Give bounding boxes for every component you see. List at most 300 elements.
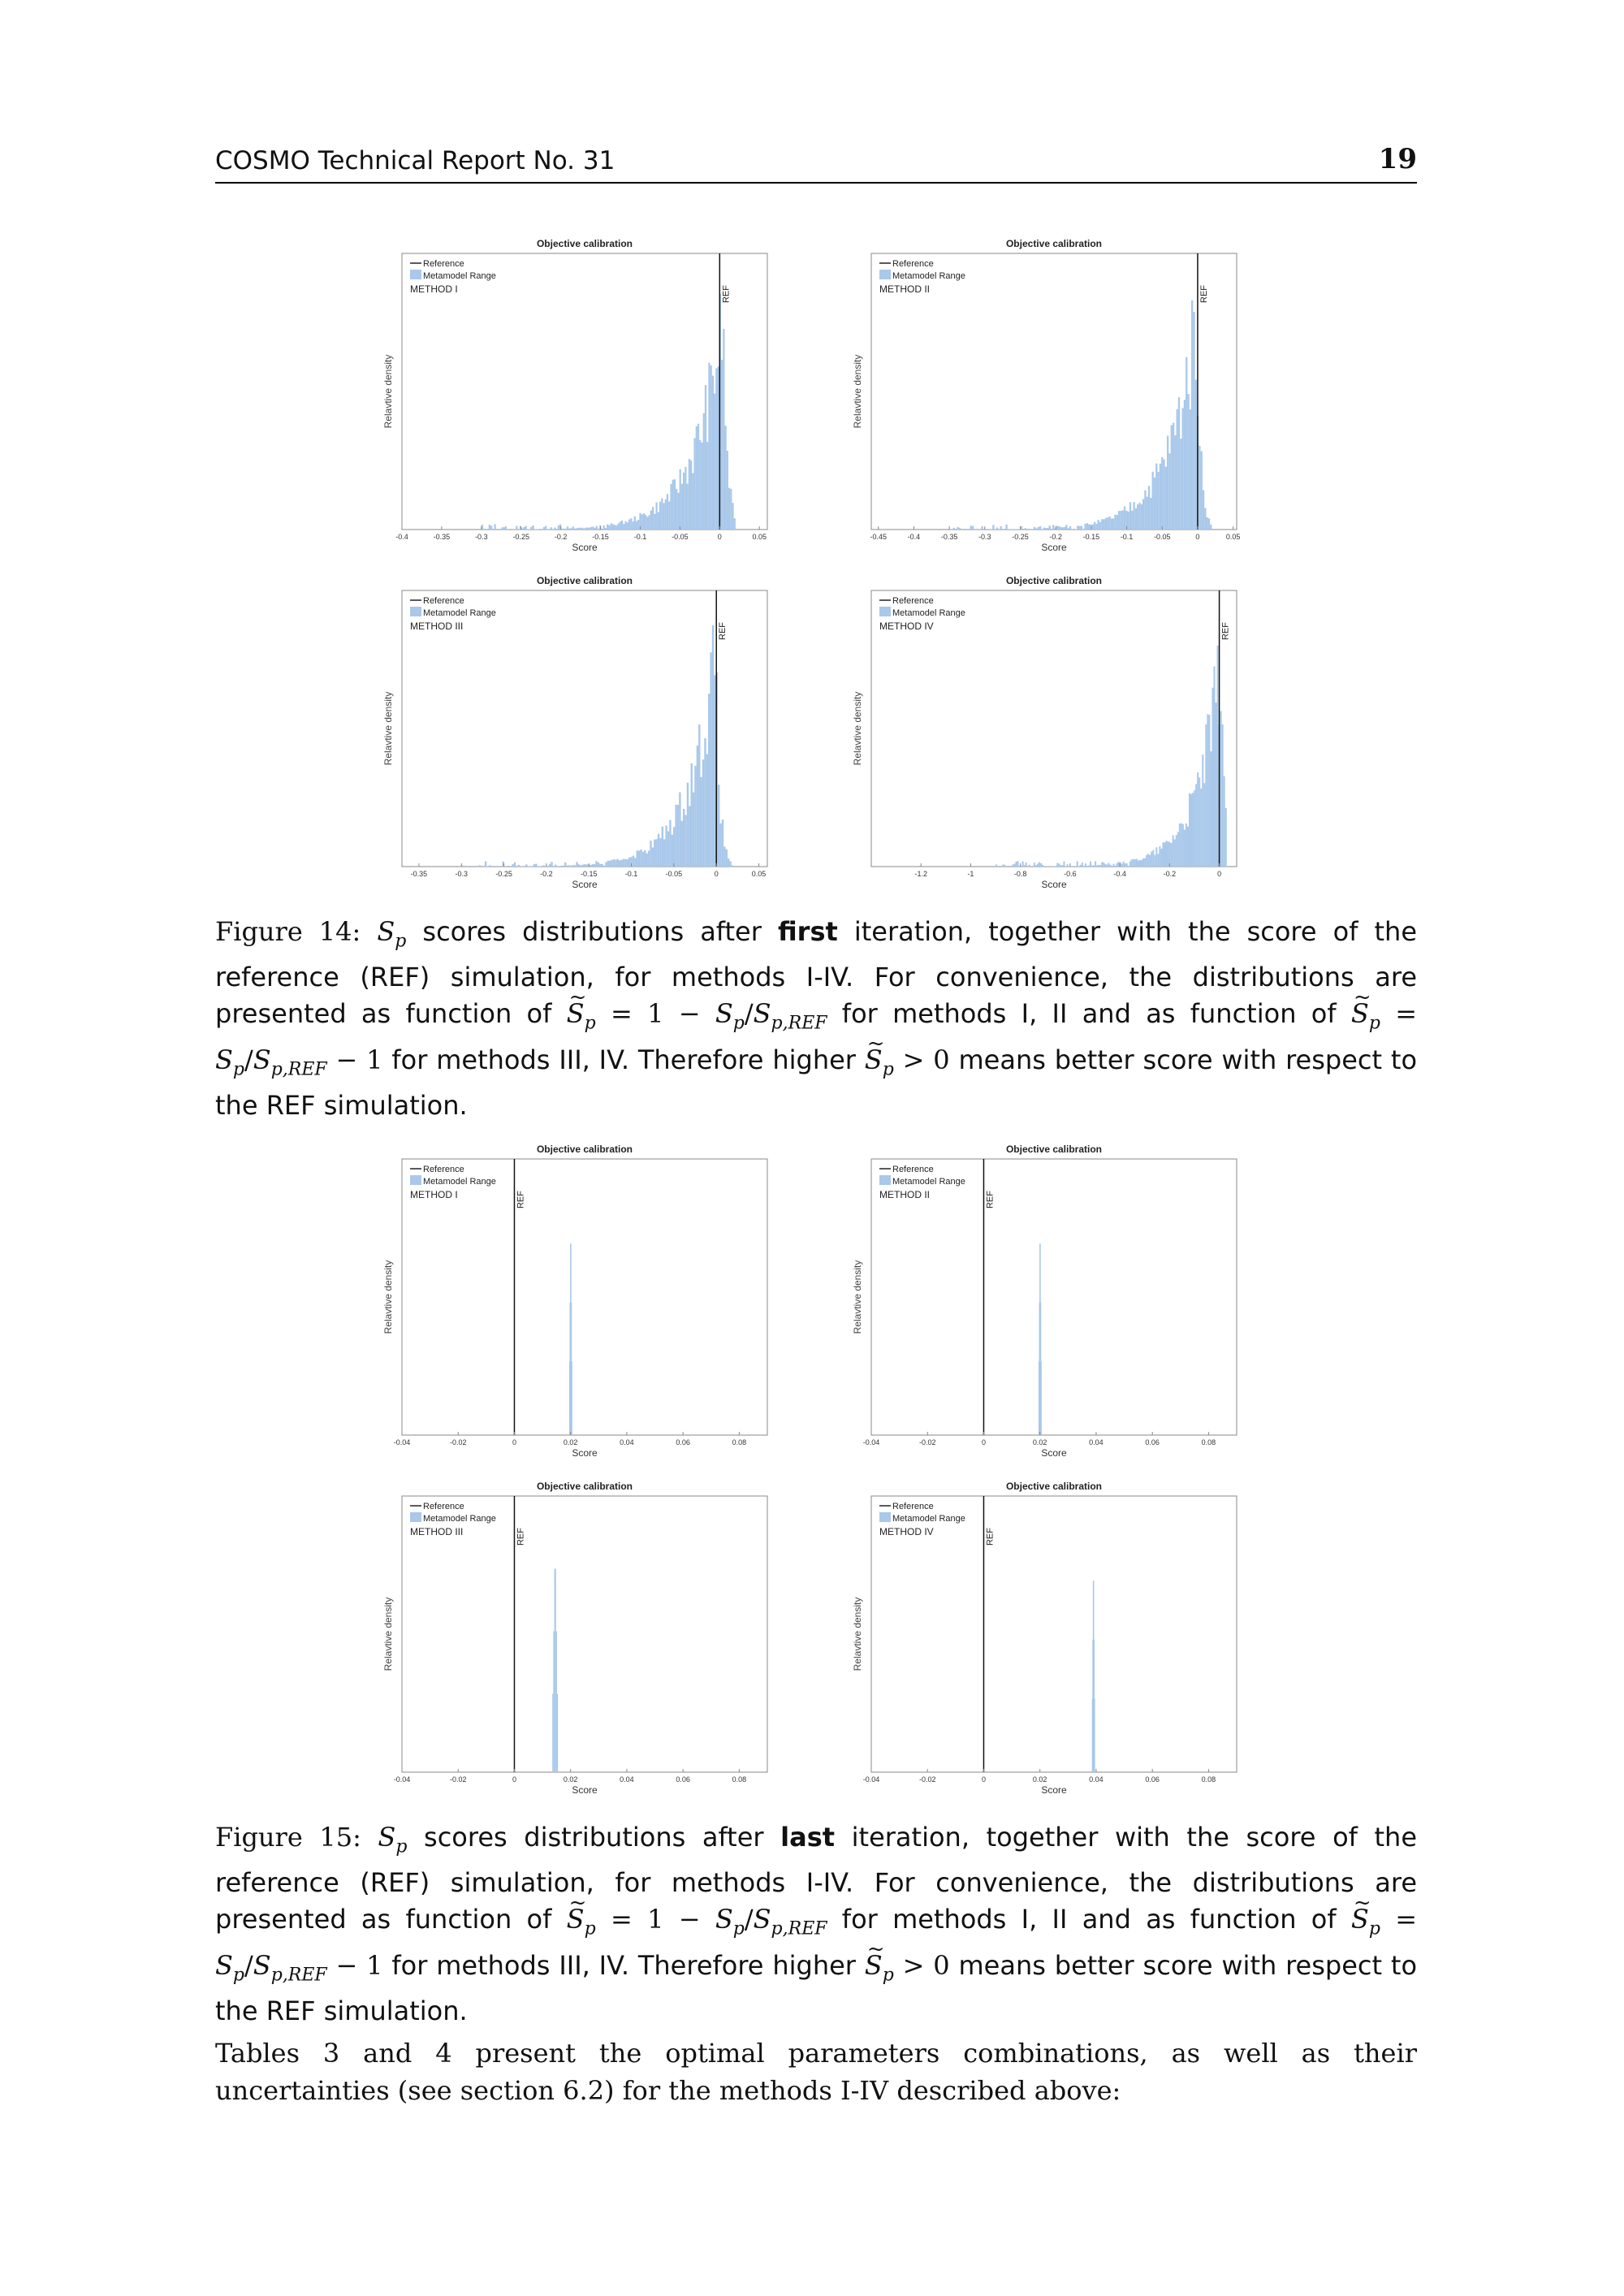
histogram-bar xyxy=(594,528,595,530)
histogram-bar xyxy=(1152,850,1154,867)
histogram-bar xyxy=(996,864,997,867)
histogram-bar xyxy=(1090,862,1091,867)
histogram-bar xyxy=(563,529,564,530)
caption-text: scores distributions after xyxy=(407,1822,781,1853)
histogram-bar xyxy=(1039,526,1041,530)
plot-frame xyxy=(402,1496,767,1772)
x-tick-label: -0.3 xyxy=(455,870,469,878)
histogram-bar xyxy=(1162,842,1164,867)
histogram-bar xyxy=(1181,824,1182,867)
histogram-bar xyxy=(729,861,731,867)
x-tick-label: 0.06 xyxy=(676,1438,690,1446)
histogram-bar xyxy=(1128,866,1129,867)
caption-text: means better score with respect to the REF simulation. xyxy=(215,1949,1418,2027)
histogram-bar xyxy=(665,825,667,867)
plot-frame xyxy=(402,1159,767,1435)
legend-range-label: Metamodel Range xyxy=(892,271,965,281)
histogram-bar xyxy=(1005,525,1007,530)
histogram-bar xyxy=(486,866,488,867)
histogram-bar xyxy=(1072,866,1073,867)
ref-label: REF xyxy=(985,1191,996,1209)
histogram-bar xyxy=(560,866,562,867)
histogram-bar xyxy=(1135,508,1137,530)
histogram-bar xyxy=(574,529,576,530)
histogram-bar xyxy=(1106,865,1108,867)
x-tick-label: -0.45 xyxy=(870,533,887,541)
histogram-bar xyxy=(1171,843,1173,867)
histogram-bar xyxy=(641,514,643,530)
x-tick-label: -0.3 xyxy=(475,533,488,541)
histogram-bar xyxy=(1045,528,1047,530)
histogram-bar xyxy=(618,523,620,530)
histogram-bar xyxy=(613,859,615,867)
histogram-bar xyxy=(1217,646,1219,867)
histogram-bar xyxy=(1186,824,1187,867)
histogram-bar xyxy=(1022,529,1024,530)
histogram-bar xyxy=(681,821,683,867)
x-tick-label: 0.05 xyxy=(752,533,767,541)
histogram-bar xyxy=(1155,847,1157,867)
caption-text: iteration, together with the score of the reference (REF) simulation, for methods I-IV. For convenience, the distributions are presented as function of xyxy=(215,916,1418,1030)
histogram-bar xyxy=(1107,517,1108,530)
histogram-bar xyxy=(658,512,659,530)
histogram-bar xyxy=(1210,525,1212,530)
x-tick-label: -0.25 xyxy=(495,870,512,878)
histogram-bar xyxy=(574,865,576,867)
histogram-bar xyxy=(644,850,646,867)
histogram-bar xyxy=(633,856,634,867)
math-symbol: S xyxy=(715,998,733,1030)
histogram-bar xyxy=(570,866,572,867)
histogram-bar xyxy=(532,525,533,530)
legend-reference-label: Reference xyxy=(423,259,464,269)
histogram-bar xyxy=(627,859,628,867)
histogram-bar xyxy=(691,763,693,867)
x-tick-label: 0.08 xyxy=(1201,1438,1216,1446)
histogram-bar xyxy=(563,866,564,867)
legend-range-swatch xyxy=(410,1175,421,1185)
histogram-bar xyxy=(696,426,698,530)
x-tick-label: -0.15 xyxy=(1082,533,1100,541)
histogram-bar xyxy=(552,529,554,530)
math-symbol: S xyxy=(378,1822,396,1853)
histogram-bar xyxy=(710,365,712,530)
histogram-bar xyxy=(525,525,526,530)
histogram-bar xyxy=(535,864,537,867)
math-operator: / xyxy=(244,1044,253,1075)
histogram-bar xyxy=(605,528,607,530)
x-tick-label: 0 xyxy=(512,1438,516,1446)
histogram-bar xyxy=(1069,526,1071,530)
histogram-bar xyxy=(1082,863,1083,867)
ref-label: REF xyxy=(985,1528,996,1546)
histogram-bar xyxy=(576,528,577,530)
x-tick-label: -0.6 xyxy=(1064,870,1077,878)
histogram-bar xyxy=(609,861,611,867)
histogram-bar xyxy=(1195,784,1197,867)
histogram-bar xyxy=(587,527,589,530)
histogram-bar xyxy=(553,1632,554,1772)
histogram-bar xyxy=(598,529,599,530)
y-axis-label: Relavtive density xyxy=(382,1260,394,1334)
math-operator: − 1 xyxy=(326,1044,383,1075)
caption-text: for methods I, II and as function of xyxy=(827,998,1351,1030)
histogram-bar xyxy=(615,525,617,530)
histogram-bar xyxy=(652,507,654,530)
histogram-bar xyxy=(1195,379,1197,530)
histogram-bar xyxy=(1123,862,1125,867)
histogram-bar xyxy=(557,1694,558,1772)
x-axis-label: Score xyxy=(572,542,598,553)
histogram-bar xyxy=(683,809,685,867)
body-paragraph: Tables 3 and 4 present the optimal parameters combinations, as well as their uncertainties (see section 6.2) for the methods I-IV described above: xyxy=(215,2038,1417,2106)
x-tick-label: -0.2 xyxy=(540,870,553,878)
math-operator: − 1 xyxy=(326,1949,383,1981)
histogram-bar xyxy=(494,524,495,530)
histogram-bar xyxy=(1084,524,1086,530)
histogram-bar xyxy=(1191,301,1193,530)
histogram-bar xyxy=(621,521,623,530)
histogram-bar xyxy=(1075,529,1077,530)
histogram-bar xyxy=(1166,841,1168,867)
x-tick-label: -0.4 xyxy=(395,533,408,541)
histogram-bar xyxy=(1186,357,1187,530)
math-subscript: p xyxy=(395,931,407,952)
plot-frame xyxy=(871,1159,1237,1435)
histogram-bar xyxy=(549,529,551,530)
x-tick-label: -1 xyxy=(967,870,974,878)
histogram-bar xyxy=(583,529,585,530)
histogram-bar xyxy=(1169,842,1171,867)
math-operator: / xyxy=(744,1904,754,1935)
histogram-bar xyxy=(1109,865,1111,867)
chart-title: Objective calibration xyxy=(536,575,633,586)
histogram-bar xyxy=(1058,526,1060,530)
x-tick-label: 0 xyxy=(981,1775,986,1784)
histogram-bar xyxy=(1164,842,1165,867)
chart-f14a xyxy=(382,236,771,560)
histogram-bar xyxy=(572,865,574,867)
page-header xyxy=(215,143,1417,184)
chart-title: Objective calibration xyxy=(1005,1481,1103,1492)
histogram-bar xyxy=(543,527,545,530)
x-tick-label: -0.02 xyxy=(449,1438,467,1446)
histogram-bar xyxy=(551,862,552,867)
x-tick-label: 0.04 xyxy=(620,1775,634,1784)
histogram-bar xyxy=(1165,467,1167,530)
histogram-bar xyxy=(1160,464,1161,530)
histogram-bar xyxy=(638,850,640,867)
x-tick-label: -0.25 xyxy=(1012,533,1029,541)
histogram-bar xyxy=(1026,529,1028,530)
histogram-bar xyxy=(1116,515,1118,530)
histogram-bar xyxy=(581,528,583,530)
histogram-bar xyxy=(489,525,490,530)
histogram-bar xyxy=(543,865,545,867)
histogram-bar xyxy=(605,862,607,867)
histogram-bar xyxy=(1157,472,1159,530)
histogram-bar xyxy=(1210,751,1212,867)
histogram-bar xyxy=(1173,835,1174,867)
histogram-bar xyxy=(1167,436,1168,530)
histogram-bar xyxy=(663,839,665,867)
math-subscript: p xyxy=(395,1836,408,1857)
histogram-bar xyxy=(734,518,736,530)
histogram-bar xyxy=(1118,511,1120,530)
histogram-bar xyxy=(727,451,728,530)
histogram-bar xyxy=(564,863,566,867)
histogram-bar xyxy=(582,865,584,867)
histogram-bar xyxy=(1063,862,1065,867)
ref-label: REF xyxy=(721,285,732,303)
histogram-bar xyxy=(728,488,730,530)
histogram-bar xyxy=(1060,527,1061,530)
legend-range-label: Metamodel Range xyxy=(423,1514,496,1524)
histogram-bar xyxy=(1101,519,1103,530)
histogram-bar xyxy=(595,861,597,867)
histogram-bar xyxy=(701,443,702,530)
math-subscript: p xyxy=(1368,1013,1380,1034)
histogram-bar xyxy=(668,501,670,530)
histogram-bar xyxy=(561,529,563,530)
histogram-bar xyxy=(675,805,676,867)
histogram-bar xyxy=(1129,861,1131,867)
histogram-bar xyxy=(732,503,733,530)
histogram-bar xyxy=(1062,527,1064,530)
histogram-bar xyxy=(1098,520,1099,530)
histogram-bar xyxy=(599,864,601,867)
histogram-bar xyxy=(636,521,637,530)
histogram-bar xyxy=(1002,865,1004,867)
histogram-bar xyxy=(1120,511,1121,530)
histogram-bar xyxy=(676,489,677,530)
histogram-bar xyxy=(1098,865,1099,867)
histogram-bar xyxy=(1194,790,1195,867)
histogram-bar xyxy=(553,866,555,867)
histogram-bar xyxy=(523,527,525,530)
histogram-bar xyxy=(1051,529,1052,530)
histogram-bar xyxy=(1203,490,1204,530)
histogram-bar xyxy=(485,862,486,867)
histogram-bar xyxy=(516,526,517,530)
legend-range-label: Metamodel Range xyxy=(423,1177,496,1187)
histogram-bar xyxy=(590,865,591,867)
histogram-bar xyxy=(1131,511,1133,530)
legend-range-swatch xyxy=(879,270,891,279)
histogram-bar xyxy=(1028,529,1030,530)
legend-range-swatch xyxy=(410,607,421,616)
x-tick-label: 0.02 xyxy=(563,1775,578,1784)
histogram-bar xyxy=(1024,865,1026,867)
x-tick-label: 0.06 xyxy=(1145,1438,1160,1446)
legend-reference-label: Reference xyxy=(892,1502,934,1511)
histogram-bar xyxy=(545,526,546,530)
histogram-bar xyxy=(1080,865,1082,867)
histogram-bar xyxy=(712,375,714,530)
histogram-bar xyxy=(552,1694,553,1772)
histogram-bar xyxy=(603,866,605,867)
math-subscript: p xyxy=(732,1013,745,1034)
histogram-bar xyxy=(1096,865,1098,867)
x-tick-label: 0.02 xyxy=(563,1438,578,1446)
histogram-bar xyxy=(1160,849,1162,867)
histogram-bar xyxy=(1099,865,1101,867)
histogram-bar xyxy=(1142,858,1144,867)
histogram-bar xyxy=(685,815,686,867)
histogram-bar xyxy=(649,515,650,530)
math-symbol: S xyxy=(377,916,395,947)
math-symbol: S xyxy=(215,1044,233,1075)
histogram-bar xyxy=(718,785,719,867)
histogram-bar xyxy=(1180,439,1181,530)
histogram-bar xyxy=(624,521,626,530)
ref-label: REF xyxy=(516,1528,526,1546)
x-tick-label: -0.35 xyxy=(410,870,428,878)
chart-title: Objective calibration xyxy=(536,1481,633,1492)
histogram-bar xyxy=(700,777,702,867)
histogram-bar xyxy=(723,329,724,530)
x-tick-label: -0.2 xyxy=(554,533,568,541)
math-subscript: p xyxy=(584,1918,596,1939)
histogram-bar xyxy=(661,499,663,530)
math-symbol: S xyxy=(215,1949,233,1981)
legend-range-swatch xyxy=(410,270,421,279)
histogram-bar xyxy=(724,426,726,530)
histogram-bar xyxy=(1010,866,1012,867)
histogram-bar xyxy=(594,864,595,867)
legend-method-label: METHOD II xyxy=(879,283,930,295)
plot-frame xyxy=(871,1496,1237,1772)
histogram-bar xyxy=(693,793,694,867)
caption-label: Figure 14: xyxy=(215,916,361,947)
histogram-bar xyxy=(542,529,543,530)
caption-bold: first xyxy=(777,916,838,947)
histogram-bar xyxy=(708,694,710,867)
histogram-bar xyxy=(703,413,705,530)
x-tick-label: -0.05 xyxy=(672,533,689,541)
histogram-bar xyxy=(1202,755,1203,867)
histogram-bar xyxy=(693,438,695,530)
histogram-bar xyxy=(1114,866,1116,867)
legend-range-label: Metamodel Range xyxy=(892,1514,965,1524)
x-tick-label: 0 xyxy=(1195,533,1200,541)
histogram-bar xyxy=(592,864,594,867)
histogram-bar xyxy=(1029,865,1030,867)
y-axis-label: Relavtive density xyxy=(852,1260,863,1334)
histogram-bar xyxy=(669,820,671,867)
histogram-bar xyxy=(619,860,620,867)
histogram-bar xyxy=(596,526,598,530)
histogram-bar xyxy=(685,467,686,530)
histogram-bar xyxy=(611,860,612,867)
histogram-bar xyxy=(1043,528,1045,530)
legend-range-label: Metamodel Range xyxy=(423,608,496,618)
x-tick-label: 0 xyxy=(512,1775,516,1784)
caption-text: for methods III, IV. Therefore higher xyxy=(382,1044,865,1075)
histogram-bar xyxy=(683,473,685,530)
histogram-bar xyxy=(1133,859,1134,867)
histogram-bar xyxy=(674,479,676,530)
x-tick-label: 0.05 xyxy=(1225,533,1241,541)
histogram-bar xyxy=(1038,527,1039,530)
chart-f14c xyxy=(382,573,771,897)
histogram-bar xyxy=(1190,409,1191,530)
legend-method-label: METHOD I xyxy=(410,283,458,295)
histogram-bar xyxy=(1030,529,1031,530)
histogram-bar xyxy=(568,529,570,530)
histogram-bar xyxy=(1013,529,1015,530)
x-tick-label: -0.04 xyxy=(393,1438,411,1446)
histogram-bar xyxy=(1154,855,1155,867)
histogram-bar xyxy=(1112,863,1114,867)
histogram-bar xyxy=(572,526,574,530)
histogram-bar xyxy=(490,525,492,530)
histogram-bar xyxy=(623,524,624,530)
x-tick-label: -0.1 xyxy=(624,870,638,878)
histogram-bar xyxy=(518,865,520,867)
histogram-bar xyxy=(1012,864,1013,867)
histogram-bar xyxy=(1078,526,1080,530)
histogram-bar xyxy=(689,459,690,530)
x-tick-label: 0.02 xyxy=(1032,1775,1047,1784)
histogram-bar xyxy=(1104,864,1106,867)
histogram-bar xyxy=(654,840,655,867)
histogram-bar xyxy=(1065,866,1066,867)
math-symbol: ~ S xyxy=(567,996,585,1032)
histogram-bar xyxy=(672,835,673,867)
histogram-bar xyxy=(1184,830,1186,867)
histogram-bar xyxy=(692,473,693,530)
histogram-bar xyxy=(1118,862,1120,867)
histogram-bar xyxy=(617,859,619,867)
x-tick-label: 0.08 xyxy=(732,1775,747,1784)
histogram-bar xyxy=(1000,526,1001,530)
x-tick-label: -1.2 xyxy=(914,870,927,878)
legend-method-label: METHOD IV xyxy=(879,1526,934,1537)
caption-bold: last xyxy=(780,1822,836,1853)
histogram-bar xyxy=(996,527,998,530)
histogram-bar xyxy=(689,806,690,867)
histogram-bar xyxy=(1083,866,1085,867)
x-tick-label: 0.04 xyxy=(1089,1775,1104,1784)
histogram-bar xyxy=(655,839,657,867)
legend-method-label: METHOD IV xyxy=(879,620,934,632)
histogram-bar xyxy=(607,525,608,530)
histogram-bar xyxy=(665,499,667,530)
histogram-bar xyxy=(539,529,541,530)
histogram-bar xyxy=(612,524,614,530)
histogram-bar xyxy=(627,522,628,530)
histogram-bar xyxy=(1142,499,1144,530)
histogram-bar xyxy=(1034,863,1035,867)
histogram-bar xyxy=(714,393,715,530)
histogram-bar xyxy=(590,527,592,530)
histogram-bar xyxy=(1108,863,1109,867)
x-axis-label: Score xyxy=(572,1784,598,1796)
histogram-bar xyxy=(1095,524,1097,530)
histogram-bar xyxy=(555,1569,556,1772)
histogram-bar xyxy=(1174,435,1176,530)
chart-title: Objective calibration xyxy=(536,1144,633,1155)
histogram-bar xyxy=(672,480,674,530)
chart-f14d xyxy=(851,573,1241,897)
histogram-bar xyxy=(1022,861,1024,867)
histogram-bar xyxy=(646,854,647,867)
chart-f14b xyxy=(851,236,1241,560)
histogram-bar xyxy=(578,864,580,867)
histogram-bar xyxy=(1136,859,1138,867)
histogram-bar xyxy=(1013,864,1015,867)
